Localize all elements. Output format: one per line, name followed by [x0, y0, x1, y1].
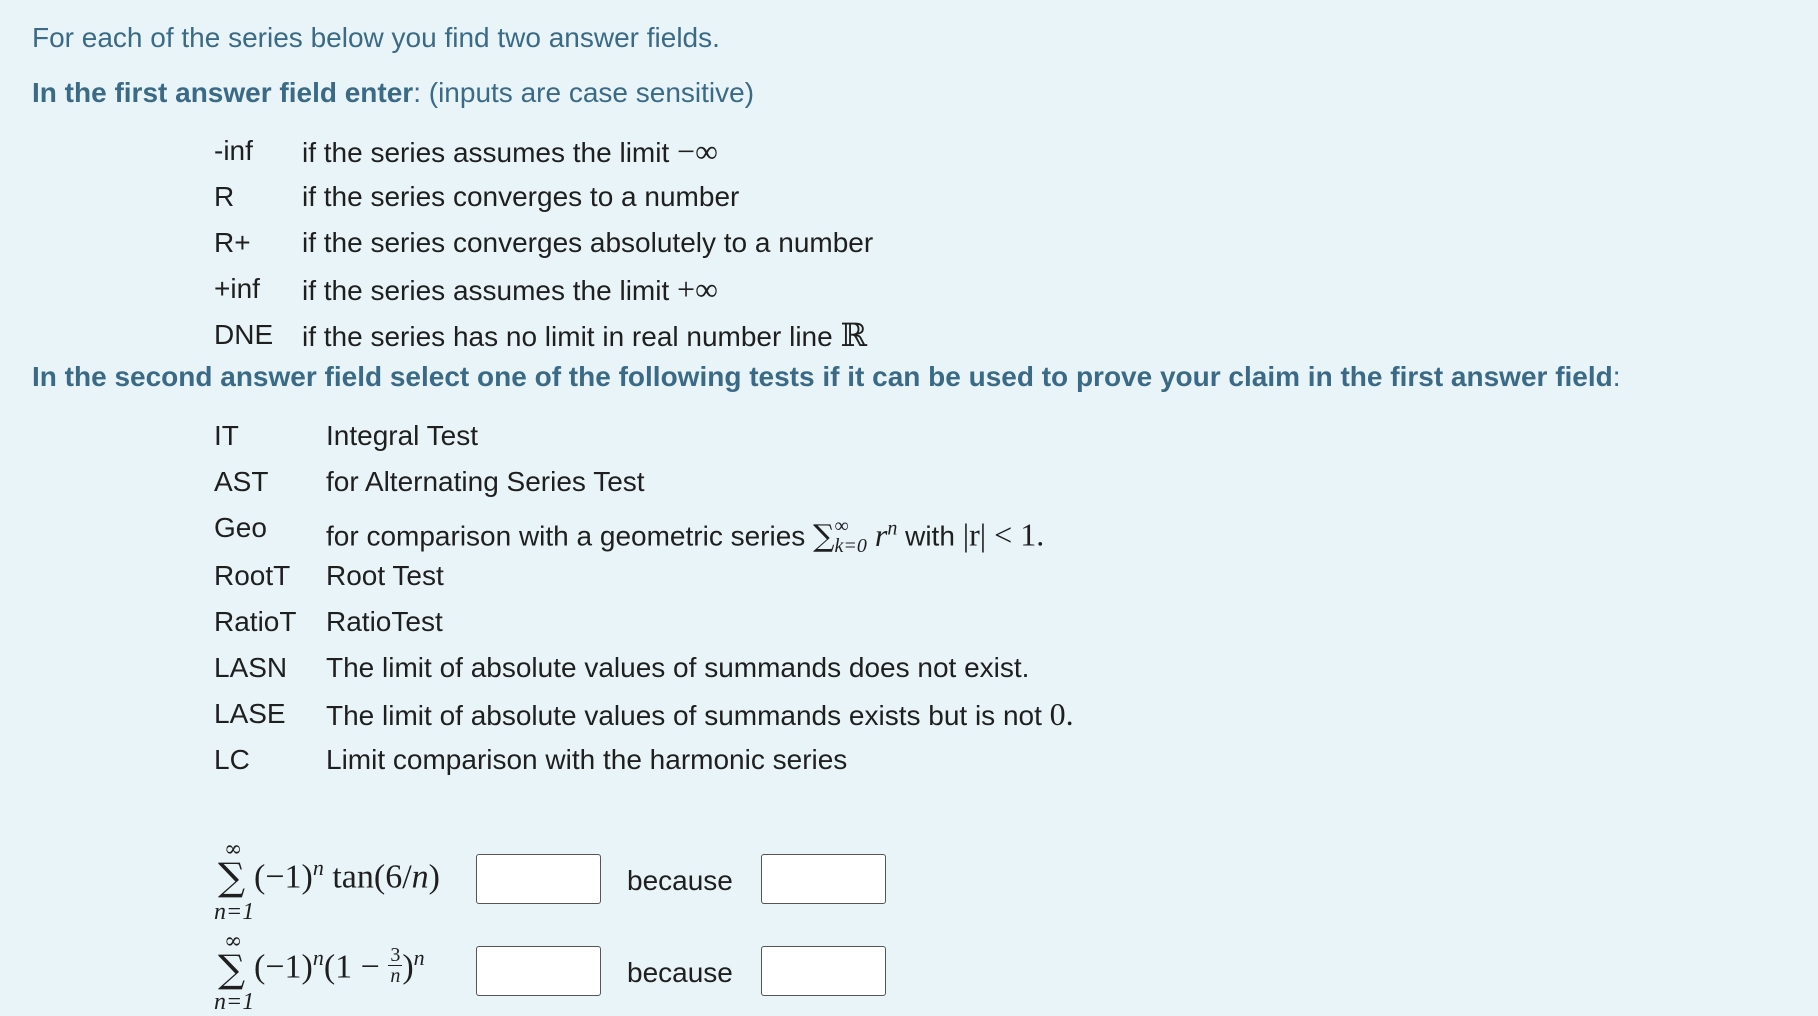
test-code: Geo — [214, 512, 267, 543]
test-code: LASE — [214, 698, 286, 729]
fraction — [388, 945, 402, 986]
sum-upper: ∞ — [834, 515, 849, 538]
option-code: R — [214, 181, 235, 212]
sum-upper-limit: ∞ — [224, 929, 243, 954]
test-desc — [326, 510, 1044, 558]
test-desc-text: for comparison with a geometric series — [326, 520, 814, 552]
expr-exponent: n — [413, 945, 425, 970]
expr-exponent: n — [312, 945, 324, 970]
expr-part: tan(6/ — [323, 858, 412, 896]
option-code: DNE — [214, 319, 274, 350]
test-desc: RatioTest — [326, 606, 443, 637]
option-desc: if the series converges absolutely to a number — [302, 227, 874, 258]
option-code: R+ — [214, 227, 251, 258]
expr-var: n — [411, 858, 429, 896]
first-field-heading-rest: : (inputs are case sensitive) — [413, 77, 755, 108]
test-answer-field-2[interactable] — [761, 946, 886, 996]
first-field-heading-bold: In the first answer field enter — [32, 77, 414, 108]
expr-part: ) — [402, 948, 414, 986]
because-label: because — [627, 865, 733, 896]
expr-part: (−1) — [254, 948, 313, 986]
limit-answer-field-2[interactable] — [476, 946, 601, 996]
option-math: +∞ — [677, 271, 718, 307]
option-desc-text: if the series assumes the limit — [302, 275, 678, 306]
test-answer-field-1[interactable] — [761, 854, 886, 904]
sum-limits — [835, 516, 867, 556]
sum-upper-limit: ∞ — [224, 837, 243, 862]
test-desc — [326, 696, 1074, 734]
option-code: -inf — [214, 135, 253, 166]
limit-answer-field-1[interactable] — [476, 854, 601, 904]
expr-part: ) — [428, 858, 440, 896]
option-code: +inf — [214, 273, 260, 304]
series-expression — [254, 855, 440, 896]
test-code: LASN — [214, 652, 288, 683]
intro-text: For each of the series below you find two answer fields. — [32, 22, 720, 53]
test-desc: The limit of absolute values of summands does not exist. — [326, 652, 1030, 683]
option-desc-text: if the series assumes the limit — [302, 137, 678, 168]
series-expression — [254, 945, 425, 990]
second-field-heading-rest: : — [1612, 361, 1621, 392]
geo-term: r — [874, 516, 888, 553]
sum-lower-limit: n=1 — [214, 899, 255, 925]
test-code: AST — [214, 466, 269, 497]
test-math: 0. — [1049, 696, 1074, 732]
fraction-numerator: 3 — [390, 944, 401, 967]
test-desc: Limit comparison with the harmonic series — [326, 744, 848, 775]
second-field-heading-bold: In the second answer field select one of the following tests if it can be used to prove your claim in the first answer field — [32, 361, 1613, 392]
option-math: ℝ — [840, 317, 868, 353]
option-desc: if the series converges to a number — [302, 181, 740, 212]
expr-part: (−1) — [254, 858, 313, 896]
test-desc: for Alternating Series Test — [326, 466, 645, 497]
test-code: LC — [214, 744, 250, 775]
fraction-denominator: n — [390, 965, 401, 988]
series-problem-2 — [214, 927, 1214, 1015]
expr-exponent: n — [312, 855, 324, 880]
option-desc-text: if the series has no limit in real number line — [302, 321, 841, 352]
option-math: −∞ — [677, 133, 718, 169]
sum-lower: k=0 — [834, 535, 867, 558]
because-label: because — [627, 957, 733, 988]
sigma-icon: ∑ — [218, 947, 246, 991]
second-field-heading — [32, 361, 1621, 393]
test-code: RootT — [214, 560, 291, 591]
geometric-sum — [813, 515, 898, 558]
option-desc — [302, 317, 867, 355]
geo-exponent: n — [887, 517, 898, 539]
first-field-heading — [32, 77, 754, 109]
option-desc — [302, 271, 718, 309]
test-code: IT — [214, 420, 239, 451]
sum-lower-limit: n=1 — [214, 989, 255, 1015]
series-problem-1 — [214, 835, 1214, 925]
test-desc-text2: with — [897, 520, 963, 552]
test-desc: Integral Test — [326, 420, 479, 451]
sigma-icon: ∑ — [218, 855, 246, 899]
sum-symbol: ∑ — [813, 518, 835, 554]
test-desc-text: The limit of absolute values of summands exists but is not — [326, 700, 1050, 731]
geo-condition: |r| < 1. — [962, 516, 1045, 553]
test-desc: Root Test — [326, 560, 444, 591]
option-desc — [302, 133, 718, 171]
expr-part: (1 − — [323, 948, 389, 986]
test-code: RatioT — [214, 606, 297, 637]
